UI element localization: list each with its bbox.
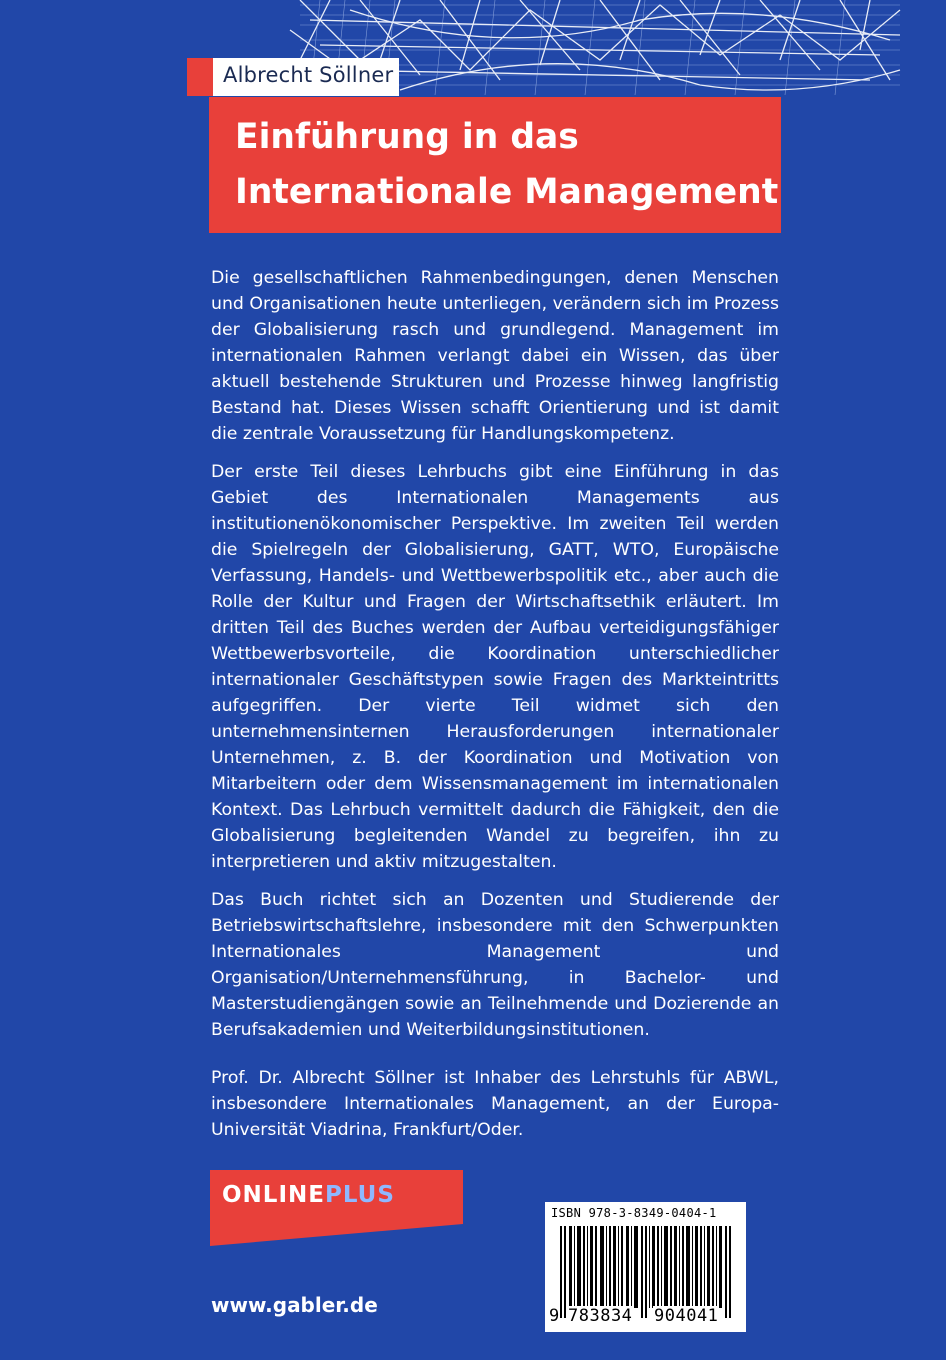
ean-digit-first: 9 bbox=[549, 1306, 560, 1326]
isbn-barcode bbox=[545, 1202, 746, 1332]
online-plus-label bbox=[222, 1182, 395, 1208]
isbn-number: ISBN 978-3-8349-0404-1 bbox=[551, 1206, 717, 1220]
book-title-line-1: Einführung in das bbox=[235, 117, 579, 157]
description-paragraph-2: Der erste Teil dieses Lehrbuchs gibt eine Einführung in das Gebiet des Internationalen Managements aus institutionenökonomischer Perspektive. Im zweiten Teil werden die Spielregeln der Globalisierung, GATT, WTO, Europäische Verfassung, Handels- und Wettbewerbspolitik etc., aber auch die Rolle der Kultur und Fragen der Wirtschaftsethik erläutert. Im dritten Teil des Buches werden der Aufbau verteidigungsfähiger Wettbewerbsvorteile, die Koordination unterschiedlicher internationaler Geschäftstypen sowie Fragen des Markteintritts aufgegriffen. Der vierte Teil widmet sich den unternehmensinternen Herausforderungen internationaler Unternehmen, z. B. der Koordination und Motivation von Mitarbeitern oder dem Wissensmanagement im internationalen Kontext. Das Lehrbuch vermittelt dadurch die Fähigkeit, den die Globalisierung begleitenden Wandel zu begreifen, ihn zu interpretieren und aktiv mitzugestalten. bbox=[211, 462, 779, 872]
publisher-website: www.gabler.de bbox=[211, 1293, 378, 1317]
description-paragraph-3: Das Buch richtet sich an Dozenten und Studierende der Betriebswirtschaftslehre, insbesondere mit den Schwerpunkten Internationales Management und Organisation/Unternehmensführung, in Bachelor- und Masterstudiengängen sowie an Teilnehmende und Dozierende an Berufsakademien und Weiterbildungsinstitutionen. bbox=[211, 890, 779, 1040]
description-text bbox=[211, 265, 779, 1155]
book-title-line-2: Internationale Management bbox=[235, 172, 779, 212]
plus-text: PLUS bbox=[324, 1182, 395, 1208]
author-name: Albrecht Söllner bbox=[223, 63, 394, 87]
title-box bbox=[209, 97, 781, 233]
author-bio: Prof. Dr. Albrecht Söllner ist Inhaber des Lehrstuhls für ABWL, insbesondere Internationales Management, an der Europa-Universität Viadrina, Frankfurt/Oder. bbox=[211, 1068, 779, 1140]
ean-digits-right: 904041 bbox=[654, 1306, 719, 1326]
online-plus-badge bbox=[210, 1170, 463, 1246]
description-paragraph-1: Die gesellschaftlichen Rahmenbedingungen, denen Menschen und Organisationen heute unterliegen, verändern sich im Prozess der Globalisierung rasch und grundlegend. Management im internationalen Rahmen verlangt dabei ein Wissen, das über aktuell bestehende Strukturen und Prozesse hinweg langfristig Bestand hat. Dieses Wissen schafft Orientierung und ist damit die zentrale Voraussetzung für Handlungskompetenz. bbox=[211, 268, 779, 444]
wireframe-building-graphic bbox=[0, 0, 946, 110]
barcode-bars bbox=[560, 1226, 732, 1318]
online-text: ONLINE bbox=[222, 1182, 325, 1208]
ean-digits-left: 783834 bbox=[568, 1306, 633, 1326]
author-tab bbox=[187, 58, 399, 96]
